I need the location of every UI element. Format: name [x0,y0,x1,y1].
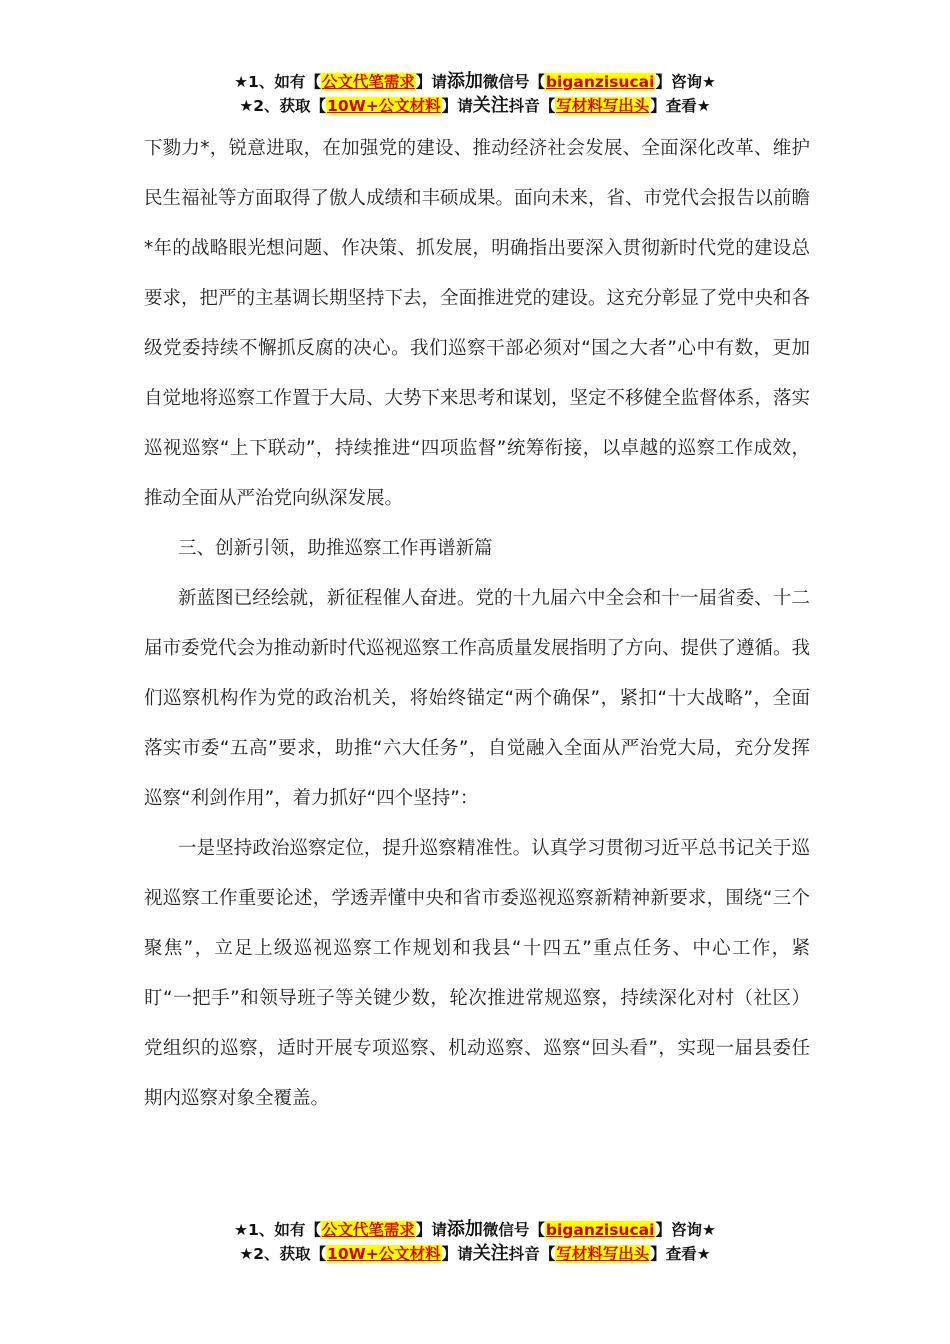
section-heading: 三、创新引领，助推巡察工作再谱新篇 [178,538,493,559]
footer-line-2-text: 】请 [441,1245,473,1263]
follow-emphasis: 关注 [472,1243,509,1264]
paragraph-1: 下勠力*，锐意进取，在加强党的建设、推动经济社会发展、全面深化改革、维护民生福祉等方面取得了傲人成绩和丰硕成果。面向未来，省、市党代会报告以前瞻*年的战略眼光想问题、作决策、抓发展，明确指出要深入贯彻新时代党的建设总要求，把严的主基调长期坚持下去，全面推进党的建设。这充分彰显了党中央和各级党委持续不懈抓反腐的决心。我们巡察干部必须对“国之大者”心中有数，更加自觉地将巡察工作置于大局、大势下来思考和谋划，坚定不移健全监督体系，落实巡视巡察“上下联动”，持续推进“四项监督”统筹衔接，以卓越的巡察工作成效，推动全面从严治党向纵深发展。 [144,138,811,509]
footer-line-1-prefix: ★1、如有【 [234,1221,321,1239]
footer-line-1-text: 】请 [415,1221,447,1239]
header-line-1-suffix: 】咨询★ [655,73,716,91]
add-emphasis: 添加 [446,1219,483,1240]
footer-line-1-suffix: 】咨询★ [655,1221,716,1239]
materials-highlight: 10W+公文材料 [327,97,441,115]
footer-line-2 [0,1242,950,1266]
footer-line-1 [0,1218,950,1242]
douyin-highlight: 写材料写出头 [556,1245,650,1263]
header-line-1-text-2: 微信号【 [482,73,545,91]
wechat-id-highlight: biganzisucai [545,1221,655,1239]
header-line-1-prefix: ★1、如有【 [234,73,321,91]
douyin-highlight: 写材料写出头 [556,97,650,115]
footer-banner [0,1218,950,1266]
header-line-2-prefix: ★2、获取【 [239,97,327,115]
wechat-id-highlight: biganzisucai [545,73,655,91]
footer-line-1-text-2: 微信号【 [482,1221,545,1239]
header-line-1-text: 】请 [415,73,447,91]
document-body [144,124,810,1124]
header-line-1 [0,70,950,94]
paragraph-2: 新蓝图已经绘就，新征程催人奋进。党的十九届六中全会和十一届省委、十二届市委党代会为推动新时代巡视巡察工作高质量发展指明了方向、提供了遵循。我们巡察机构作为党的政治机关，将始终锚定“两个确保”，紧扣“十大战略”，全面落实市委“五高”要求，助推“六大任务”，自觉融入全面从严治党大局，充分发挥巡察“利剑作用”，着力抓好“四个坚持”： [144,588,811,809]
materials-highlight: 10W+公文材料 [327,1245,441,1263]
header-line-2 [0,94,950,118]
header-banner [0,70,950,118]
service-highlight: 公文代笔需求 [321,1221,415,1239]
footer-line-2-suffix: 】查看★ [650,1245,711,1263]
header-line-2-text-2: 抖音【 [508,97,556,115]
service-highlight: 公文代笔需求 [321,73,415,91]
header-line-2-suffix: 】查看★ [650,97,711,115]
paragraph-3: 一是坚持政治巡察定位，提升巡察精准性。认真学习贯彻习近平总书记关于巡视巡察工作重要论述，学透弄懂中央和省市委巡视巡察新精神新要求，围绕“三个聚焦”，立足上级巡视巡察工作规划和我县“十四五”重点任务、中心工作，紧盯“一把手”和领导班子等关键少数，轮次推进常规巡察，持续深化对村（社区）党组织的巡察，适时开展专项巡察、机动巡察、巡察“回头看”，实现一届县委任期内巡察对象全覆盖。 [144,838,810,1109]
footer-line-2-text-2: 抖音【 [508,1245,556,1263]
header-line-2-text: 】请 [441,97,473,115]
footer-line-2-prefix: ★2、获取【 [239,1245,327,1263]
add-emphasis: 添加 [446,71,483,92]
follow-emphasis: 关注 [472,95,509,116]
